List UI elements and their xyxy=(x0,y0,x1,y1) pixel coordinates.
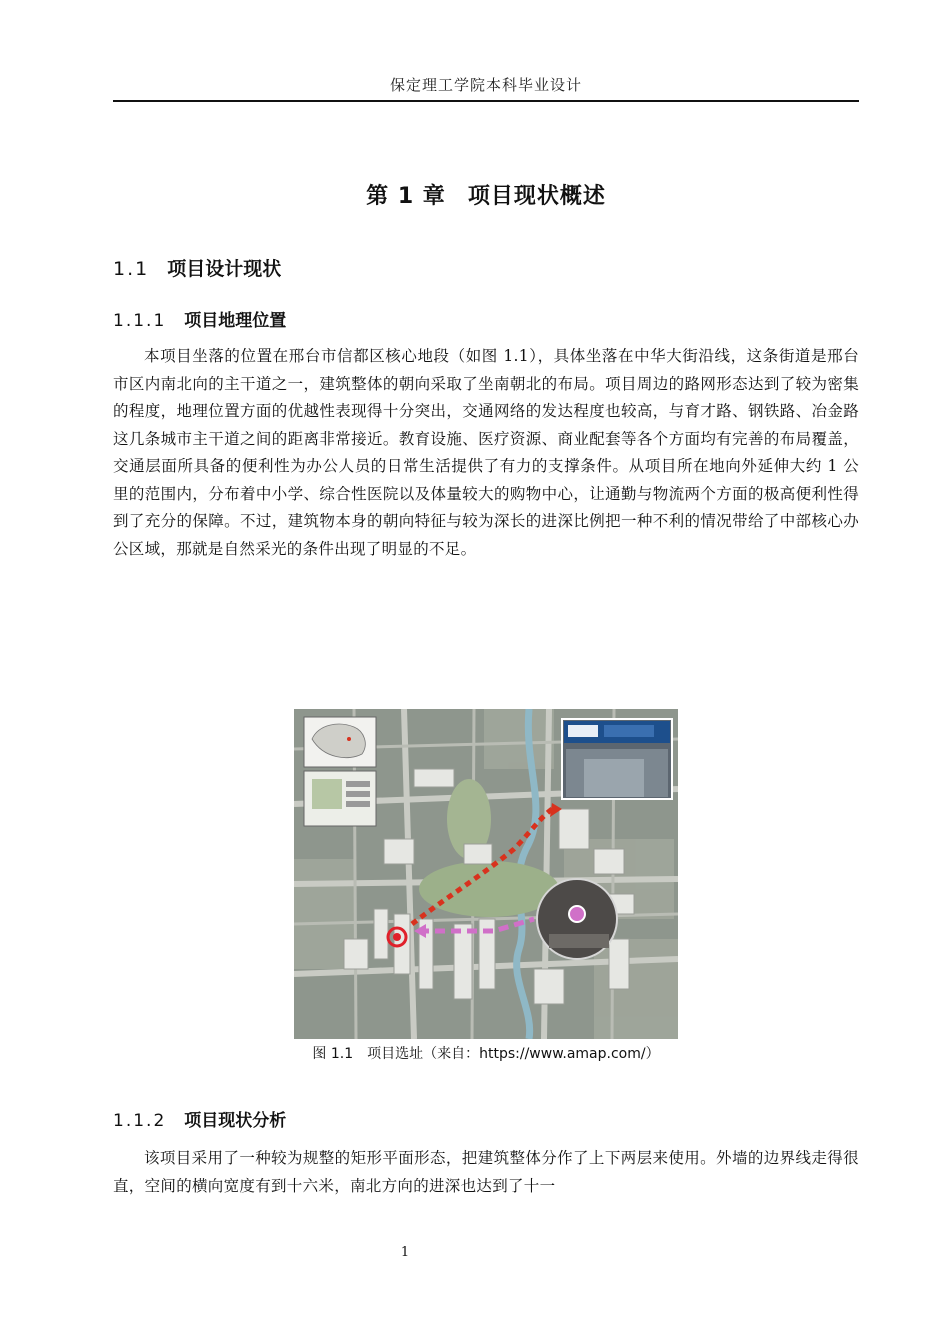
chapter-title xyxy=(113,179,859,210)
paragraph-geographic-location: 本项目坐落的位置在邢台市信都区核心地段（如图 1.1），具体坐落在中华大街沿线，这条街道是邢台市区内南北向的主干道之一，建筑整体的朝向采取了坐南朝北的布局。项目周边的路网形态达到了较为密集的程度，地理位置方面的优越性表现得十分突出，交通网络的发达程度也较高，与育才路、钢铁路、冶金路这几条城市主干道之间的距离非常接近。教育设施、医疗资源、商业配套等各个方面均有完善的布局覆盖，交通层面所具备的便利性为办公人员的日常生活提供了有力的支撑条件。从项目所在地向外延伸大约 1 公里的范围内，分布着中小学、综合性医院以及体量较大的购物中心，让通勤与物流两个方面的极高便利性得到了充分的保障。不过，建筑物本身的朝向特征与较为深长的进深比例把一种不利的情况带给了中部核心办公区域，那就是自然采光的条件出现了明显的不足。 xyxy=(113,347,859,558)
subsection-number: 1.1.1 xyxy=(113,311,167,331)
subsection-title: 项目现状分析 xyxy=(184,1111,287,1131)
page-number: 1 xyxy=(400,1245,410,1260)
figure-caption-text: 项目选址（来自：https://www.amap.com/） xyxy=(367,1046,660,1062)
header-rule xyxy=(113,100,859,102)
paragraph-current-analysis: 该项目采用了一种较为规整的矩形平面形态，把建筑整体分作了上下两层来使用。外墙的边界线走得很直，空间的横向宽度有到十六米，南北方向的进深也达到了十一 xyxy=(113,1149,859,1195)
chapter-title-text: 项目现状概述 xyxy=(467,184,606,209)
figure-number: 图 1.1 xyxy=(312,1046,354,1062)
section-title: 项目设计现状 xyxy=(167,258,282,280)
subsection-title: 项目地理位置 xyxy=(184,311,287,331)
section-heading-1-1 xyxy=(113,254,281,281)
running-header: 保定理工学院本科毕业设计 xyxy=(389,76,582,94)
site-location-map-image xyxy=(294,709,678,1039)
subsection-number: 1.1.2 xyxy=(113,1111,167,1131)
figure-caption xyxy=(113,1043,859,1063)
chapter-number: 第 1 章 xyxy=(366,184,446,209)
section-heading-1-1-2 xyxy=(113,1106,286,1131)
section-heading-1-1-1 xyxy=(113,306,286,331)
section-number: 1.1 xyxy=(113,258,150,280)
